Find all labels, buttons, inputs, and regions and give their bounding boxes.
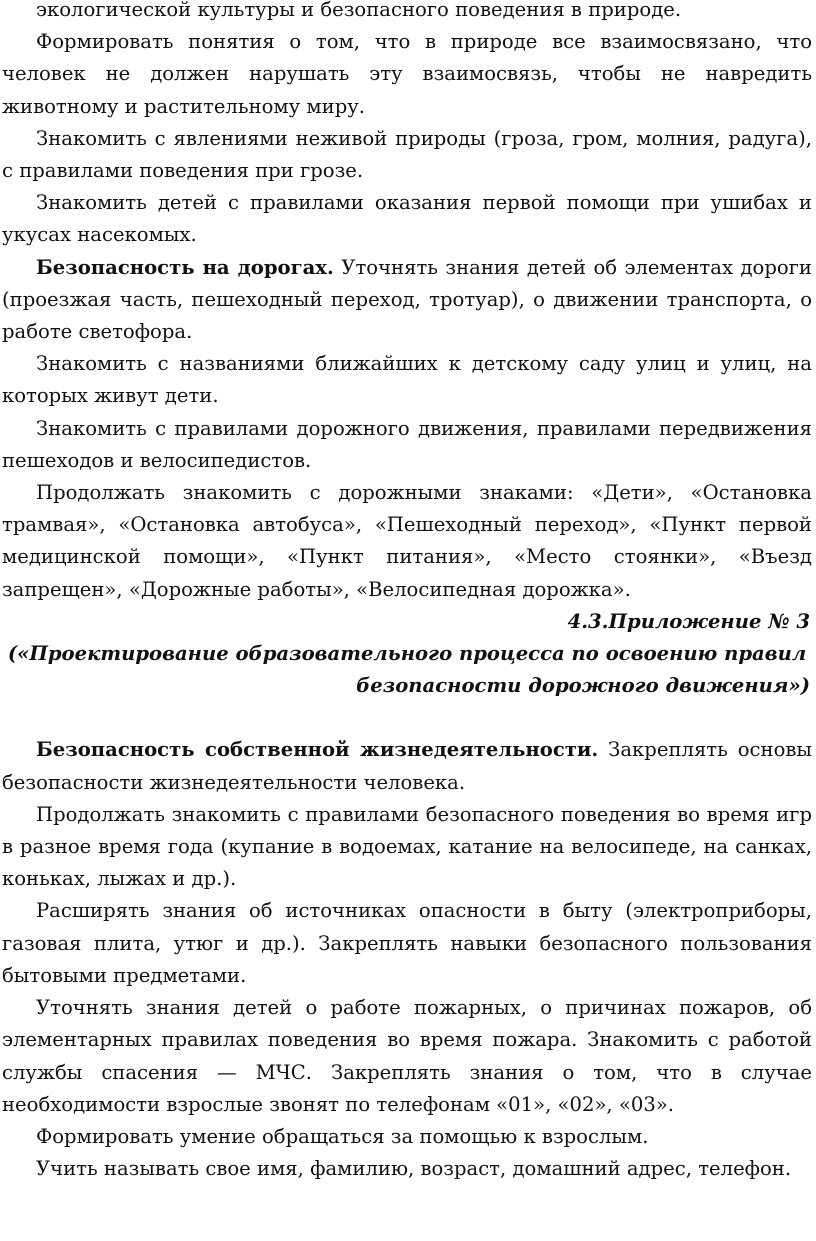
road-safety-heading: Безопасность на дорогах.	[36, 255, 334, 279]
paragraph-first-aid: Знакомить детей с правилами оказания первой помощи при ушибах и укусах насекомых.	[2, 191, 812, 247]
paragraph-personal-info: Учить называть свое имя, фамилию, возраст, домашний адрес, телефон.	[36, 1157, 792, 1181]
paragraph-traffic-rules: Знакомить с правилами дорожного движения, правилами передвижения пешеходов и велосипедистов.	[2, 416, 812, 472]
paragraph-household-dangers: Расширять знания об источниках опасности в быту (электроприборы, газовая плита, утюг и др.). Закреплять навыки безопасного пользования бытовыми предметами.	[2, 899, 812, 987]
appendix-number: 4.3.Приложение № 3	[567, 609, 810, 633]
appendix-title-line-2: безопасности дорожного движения»)	[356, 674, 810, 698]
appendix-title-line-1: («Проектирование образовательного процесса по освоению правил	[7, 642, 807, 666]
road-safety-text: Уточнять знания детей об элементах дороги (проезжая часть, пешеходный переход, тротуар), о движении транспорта, о работе светофора.	[2, 255, 812, 344]
paragraph-road-safety	[2, 252, 812, 349]
paragraph-fire-safety: Уточнять знания детей о работе пожарных, о причинах пожаров, об элементарных правилах поведения во время пожара. Знакомить с работой службы спасения — МЧС. Закреплять знания о том, что в случае необходимости взрослые звонят по телефонам «01», «02», «03».	[2, 996, 812, 1116]
paragraph-ecology-culture: экологической культуры и безопасного поведения в природе.	[36, 0, 682, 21]
paragraph-seasonal-games: Продолжать знакомить с правилами безопасного поведения во время игр в разное время года (купание в водоемах, катание на велосипеде, на санках, коньках, лыжах и др.).	[2, 802, 812, 891]
paragraph-road-signs: Продолжать знакомить с дорожными знаками: «Дети», «Остановка трамвая», «Остановка автобуса», «Пешеходный переход», «Пункт первой медицинской помощи», «Пункт питания», «Место стоянки», «Въезд запрещен», «Дорожные работы», «Велосипедная дорожка».	[2, 481, 812, 601]
paragraph-inanimate-nature: Знакомить с явлениями неживой природы (гроза, гром, молния, радуга), с правилами поведения при грозе.	[2, 126, 812, 183]
paragraph-street-names: Знакомить с названиями ближайших к детскому саду улиц и улиц, на которых живут дети.	[2, 352, 812, 408]
paragraph-nature-interconnection: Формировать понятия о том, что в природе все взаимосвязано, что человек не должен нарушать эту взаимосвязь, чтобы не навредить животному и растительному миру.	[2, 30, 812, 118]
life-safety-heading: Безопасность собственной жизнедеятельности.	[36, 738, 599, 762]
paragraph-ask-adults: Формировать умение обращаться за помощью к взрослым.	[36, 1124, 649, 1148]
paragraph-life-safety	[2, 734, 812, 798]
life-safety-text: Закреплять основы безопасности жизнедеятельности человека.	[2, 738, 812, 794]
